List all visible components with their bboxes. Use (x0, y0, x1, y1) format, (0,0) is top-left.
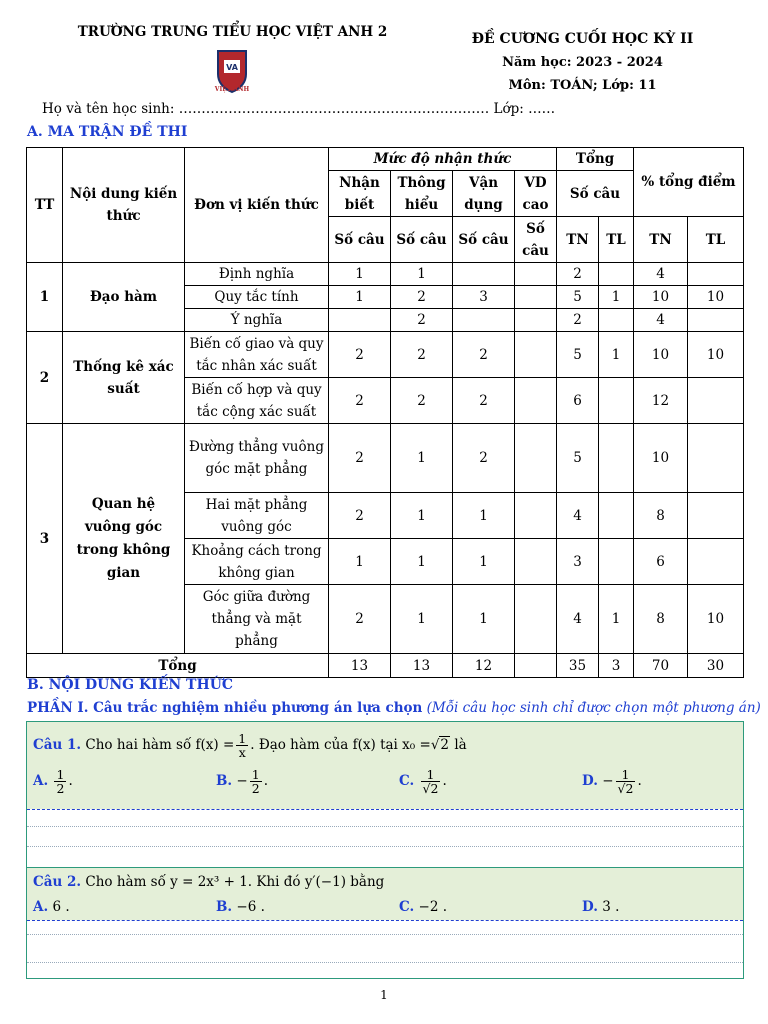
cell-vdc (515, 493, 557, 539)
option-num: 1 (56, 767, 65, 782)
cell-tl (599, 493, 634, 539)
option-sign: − (602, 773, 614, 789)
q1-root: 2 (440, 737, 450, 753)
header-tn: TN (557, 217, 599, 263)
cell-tn: 6 (557, 378, 599, 424)
cell-vd: 2 (453, 378, 515, 424)
cell-percent-tn: 10 (634, 286, 688, 309)
option-sign: − (236, 773, 248, 789)
total-vd: 12 (453, 654, 515, 678)
cell-percent-tl: 10 (688, 286, 744, 309)
cell-nb: 1 (329, 286, 391, 309)
cell-tl (599, 539, 634, 585)
unit-cell: Khoảng cách trong không gian (185, 539, 329, 585)
page-number: 1 (380, 988, 388, 1002)
option-fraction (250, 768, 262, 795)
header-tl: TL (688, 217, 744, 263)
cell-tn: 5 (557, 332, 599, 378)
option-den: 2 (251, 781, 260, 796)
cell-nb: 2 (329, 585, 391, 654)
cell-vdc (515, 263, 557, 286)
cell-tl: 1 (599, 585, 634, 654)
cell-percent-tn: 4 (634, 309, 688, 332)
cell-tn: 5 (557, 424, 599, 493)
option-fraction (616, 768, 636, 795)
header-tl: TL (599, 217, 634, 263)
q1-option-b[interactable] (216, 768, 268, 795)
subject-class: Môn: TOÁN; Lớp: 11 (508, 78, 657, 93)
cell-tl: 1 (599, 332, 634, 378)
cell-tl (599, 378, 634, 424)
q2-text-b: . Khi đó (247, 874, 301, 890)
header-content: Nội dung kiến thức (63, 148, 185, 263)
option-key: D. (582, 773, 598, 789)
cell-tl (599, 424, 634, 493)
cell-nb: 2 (329, 424, 391, 493)
cell-tn: 4 (557, 493, 599, 539)
header-level: Mức độ nhận thức (329, 148, 557, 171)
cell-nb: 1 (329, 539, 391, 585)
header-nhan-biet: Nhận biết (329, 171, 391, 217)
question-2-content (27, 868, 743, 920)
school-logo (212, 48, 252, 96)
option-key: A. (33, 899, 49, 915)
cell-th: 2 (391, 286, 453, 309)
header-percent: % tổng điểm (634, 148, 744, 217)
header-tn: TN (634, 217, 688, 263)
option-tail: . (263, 773, 268, 789)
cell-percent-tn: 8 (634, 585, 688, 654)
header-vd-cao: VD cao (515, 171, 557, 217)
unit-cell: Biến cố giao và quy tắc nhân xác suất (185, 332, 329, 378)
part1-heading (27, 700, 761, 716)
answer-line (27, 826, 743, 827)
q1-option-c[interactable] (399, 768, 447, 795)
section-a-title: A. MA TRẬN ĐỀ THI (27, 124, 188, 140)
q1-fx2: f(x) (352, 737, 376, 753)
unit-cell: Ý nghĩa (185, 309, 329, 332)
q2-option-b[interactable] (216, 899, 265, 915)
option-key: C. (399, 773, 415, 789)
question-2-text (33, 874, 384, 890)
q2-option-d[interactable] (582, 899, 619, 915)
cell-tn: 2 (557, 263, 599, 286)
option-tail: . (637, 773, 642, 789)
cell-percent-tn: 10 (634, 424, 688, 493)
q1-option-d[interactable] (582, 768, 642, 795)
total-nb: 13 (329, 654, 391, 678)
option-fraction (421, 768, 441, 795)
table-row (27, 424, 744, 493)
document-title-block (455, 28, 710, 97)
cell-tl (599, 309, 634, 332)
total-tl: 3 (599, 654, 634, 678)
header-total: Tổng (557, 148, 634, 171)
cell-percent-tn: 8 (634, 493, 688, 539)
option-fraction (54, 768, 66, 795)
svg-text:VA: VA (226, 63, 238, 72)
header-socau-total: Số câu (557, 171, 634, 217)
cell-nb: 2 (329, 378, 391, 424)
cell-vd: 1 (453, 539, 515, 585)
unit-cell: Quy tắc tính (185, 286, 329, 309)
school-year: Năm học: 2023 - 2024 (502, 55, 663, 70)
section-b-title: B. NỘI DUNG KIẾN THỨC (27, 677, 234, 693)
q1-text-d: là (454, 737, 467, 753)
cell-th: 2 (391, 309, 453, 332)
cell-nb: 2 (329, 332, 391, 378)
option-num: 1 (251, 767, 260, 782)
q1-fraction (236, 732, 248, 759)
cell-vd: 2 (453, 332, 515, 378)
unit-cell: Đường thẳng vuông góc mặt phẳng (185, 424, 329, 493)
logo-text: VIỆT ANH (214, 86, 250, 93)
q2-text-a: Cho hàm số (85, 874, 166, 890)
header-unit: Đơn vị kiến thức (185, 148, 329, 263)
cell-th: 1 (391, 493, 453, 539)
q2-deriv: y′(−1) (304, 874, 346, 890)
option-value: −2 . (418, 899, 447, 915)
cell-percent-tn: 12 (634, 378, 688, 424)
header-socau: Số câu (515, 217, 557, 263)
cell-tn: 5 (557, 286, 599, 309)
q1-text-a: Cho hai hàm số (85, 737, 192, 753)
cell-vd: 3 (453, 286, 515, 309)
answer-line (27, 846, 743, 847)
option-key: B. (216, 773, 233, 789)
question-1-label: Câu 1. (33, 737, 82, 753)
answer-line (27, 962, 743, 963)
header-thong-hieu: Thông hiểu (391, 171, 453, 217)
student-info-line: Họ và tên học sinh: …………………………………………………………… Lớp: …… (42, 101, 556, 117)
q1-fraction-num: 1 (238, 731, 247, 746)
part1-title: PHẦN I. Câu trắc nghiệm nhiều phương án lựa chọn (27, 700, 423, 716)
table-row (27, 332, 744, 378)
q1-fraction-den: x (236, 745, 248, 759)
group-tt: 2 (27, 332, 63, 424)
cell-th: 2 (391, 332, 453, 378)
cell-percent-tl (688, 309, 744, 332)
option-tail: . (68, 773, 73, 789)
header-socau: Số câu (391, 217, 453, 263)
cell-vdc (515, 378, 557, 424)
total-percent-tl: 30 (688, 654, 744, 678)
q1-x0: x₀ = (402, 737, 431, 753)
group-tt: 1 (27, 263, 63, 332)
exam-matrix-table (26, 147, 744, 678)
option-value: −6 . (236, 899, 265, 915)
total-row (27, 654, 744, 678)
question-1-box (26, 721, 744, 869)
option-key: C. (399, 899, 415, 915)
unit-cell: Góc giữa đường thẳng và mặt phẳng (185, 585, 329, 654)
option-key: B. (216, 899, 233, 915)
header-socau: Số câu (329, 217, 391, 263)
divider (27, 920, 743, 921)
question-1-content (27, 722, 743, 809)
cell-nb (329, 309, 391, 332)
cell-vdc (515, 539, 557, 585)
cell-percent-tl: 10 (688, 332, 744, 378)
question-2-box (26, 867, 744, 979)
cell-th: 1 (391, 263, 453, 286)
cell-tl: 1 (599, 286, 634, 309)
header-socau: Số câu (453, 217, 515, 263)
cell-percent-tl (688, 493, 744, 539)
q1-text-c: tại (380, 737, 398, 753)
option-num: 1 (621, 767, 630, 782)
q1-text-b: . Đạo hàm của (250, 737, 349, 753)
cell-percent-tl: 10 (688, 585, 744, 654)
header-tt: TT (27, 148, 63, 263)
group-tt: 3 (27, 424, 63, 654)
option-den: √2 (617, 781, 634, 796)
school-name: TRƯỜNG TRUNG TIỂU HỌC VIỆT ANH 2 (77, 24, 388, 40)
table-row (27, 263, 744, 286)
option-key: D. (582, 899, 598, 915)
unit-cell: Hai mặt phẳng vuông góc (185, 493, 329, 539)
header-van-dung: Vận dụng (453, 171, 515, 217)
cell-tn: 2 (557, 309, 599, 332)
cell-vd (453, 309, 515, 332)
total-percent-tn: 70 (634, 654, 688, 678)
cell-vdc (515, 585, 557, 654)
option-value: 6 . (52, 899, 70, 915)
group-content: Đạo hàm (63, 263, 185, 332)
cell-vdc (515, 286, 557, 309)
option-den: 2 (56, 781, 65, 796)
cell-th: 2 (391, 378, 453, 424)
cell-percent-tn: 10 (634, 332, 688, 378)
q1-fx: f(x) = (195, 737, 235, 753)
document-title: ĐỀ CƯƠNG CUỐI HỌC KỲ II (471, 31, 694, 47)
q2-expr: y = 2x³ + 1 (170, 874, 248, 890)
question-1-text: Câu 1. Cho hai hàm số f(x) = $\frac{1}{x}$ . Đạo hàm của f(x) tại x₀ =√2 là (33, 731, 467, 760)
cell-percent-tn: 4 (634, 263, 688, 286)
q2-option-c[interactable] (399, 899, 447, 915)
cell-percent-tl (688, 263, 744, 286)
q2-option-a[interactable] (33, 899, 70, 915)
total-tn: 35 (557, 654, 599, 678)
cell-tn: 4 (557, 585, 599, 654)
cell-vd: 2 (453, 424, 515, 493)
option-num: 1 (426, 767, 435, 782)
unit-cell: Định nghĩa (185, 263, 329, 286)
part1-note: (Mỗi câu học sinh chỉ được chọn một phương án) (426, 700, 761, 716)
cell-vd (453, 263, 515, 286)
option-tail: . (442, 773, 447, 789)
question-2-label: Câu 2. (33, 874, 82, 890)
cell-vd: 1 (453, 585, 515, 654)
unit-cell: Biến cố hợp và quy tắc cộng xác suất (185, 378, 329, 424)
cell-vdc (515, 424, 557, 493)
total-th: 13 (391, 654, 453, 678)
divider (27, 809, 743, 810)
cell-nb: 1 (329, 263, 391, 286)
total-label: Tổng (27, 654, 329, 678)
cell-tl (599, 263, 634, 286)
cell-vdc (515, 309, 557, 332)
cell-th: 1 (391, 539, 453, 585)
group-content: Quan hệ vuông góc trong không gian (63, 424, 185, 654)
cell-percent-tl (688, 539, 744, 585)
option-den: √2 (422, 781, 439, 796)
cell-percent-tl (688, 378, 744, 424)
group-content: Thống kê xác suất (63, 332, 185, 424)
cell-vd: 1 (453, 493, 515, 539)
option-value: 3 . (602, 899, 620, 915)
cell-th: 1 (391, 424, 453, 493)
cell-th: 1 (391, 585, 453, 654)
q1-option-a[interactable] (33, 768, 73, 795)
cell-nb: 2 (329, 493, 391, 539)
cell-percent-tl (688, 424, 744, 493)
option-key: A. (33, 773, 49, 789)
answer-line (27, 934, 743, 935)
q2-text-c: bằng (350, 874, 385, 890)
cell-tn: 3 (557, 539, 599, 585)
cell-vdc (515, 332, 557, 378)
cell-percent-tn: 6 (634, 539, 688, 585)
total-vdc (515, 654, 557, 678)
